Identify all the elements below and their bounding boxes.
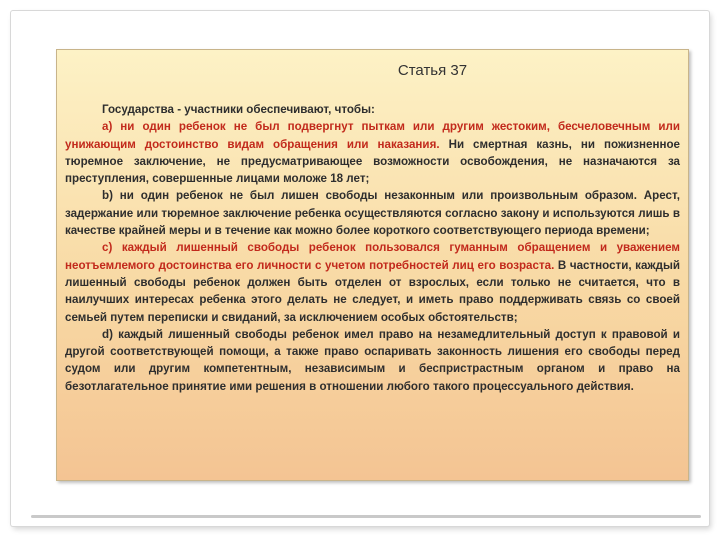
clause-d: d) каждый лишенный свободы ребенок имел право на незамедлительный доступ к правовой и другой соответствующей помощи, а также право оспаривать законность лишения его свободы перед судом или другим компетентным, независимым и беспристрастным органом и право на безотлагательное принятие ими решения в отношении любого такого процессуального действия.	[65, 327, 680, 393]
slide-shadow-line	[31, 515, 701, 518]
clause-c-highlight: c) каждый лишенный свободы ребенок пользовался гуманным обращением и уважением неотъемлемого достоинства его личности с учетом потребностей лиц его возраста	[65, 241, 680, 272]
clause-a-highlight: a) ни один ребенок не был подвергнут пыткам или другим жестоким, бесчеловечным или унижающим достоинство видам обращения или наказания	[65, 120, 680, 151]
article-title: Статья 37	[397, 62, 468, 79]
slide	[11, 11, 709, 526]
clause-c	[65, 239, 680, 325]
clause-b: b) ни один ребенок не был лишен свободы незаконным или произвольным образом. Арест, задержание или тюремное заключение ребенка осуществляются согласно закону и используются лишь в качестве крайней меры и в течение как можно более короткого соответствующего периода времени;	[65, 189, 680, 238]
clause-c-text: . В частности, каждый лишенный свободы ребенок должен быть отделен от взрослых, если только не считается, что в наилучших интересах ребенка этого делать не следует, и иметь право поддерживать связь со своей семьей путем переписки и свиданий, за исключением особых обстоятельств;	[65, 258, 680, 324]
clause-a-text: . Ни смертная казнь, ни пожизненное тюремное заключение, не предусматривающее возможности освобождения, не назначаются за преступления, совершенные лицами моложе 18 лет;	[65, 137, 680, 186]
article-panel	[56, 49, 689, 481]
clause-a	[65, 118, 680, 187]
intro-paragraph: Государства - участники обеспечивают, чтобы:	[102, 103, 375, 116]
article-body	[65, 101, 680, 395]
